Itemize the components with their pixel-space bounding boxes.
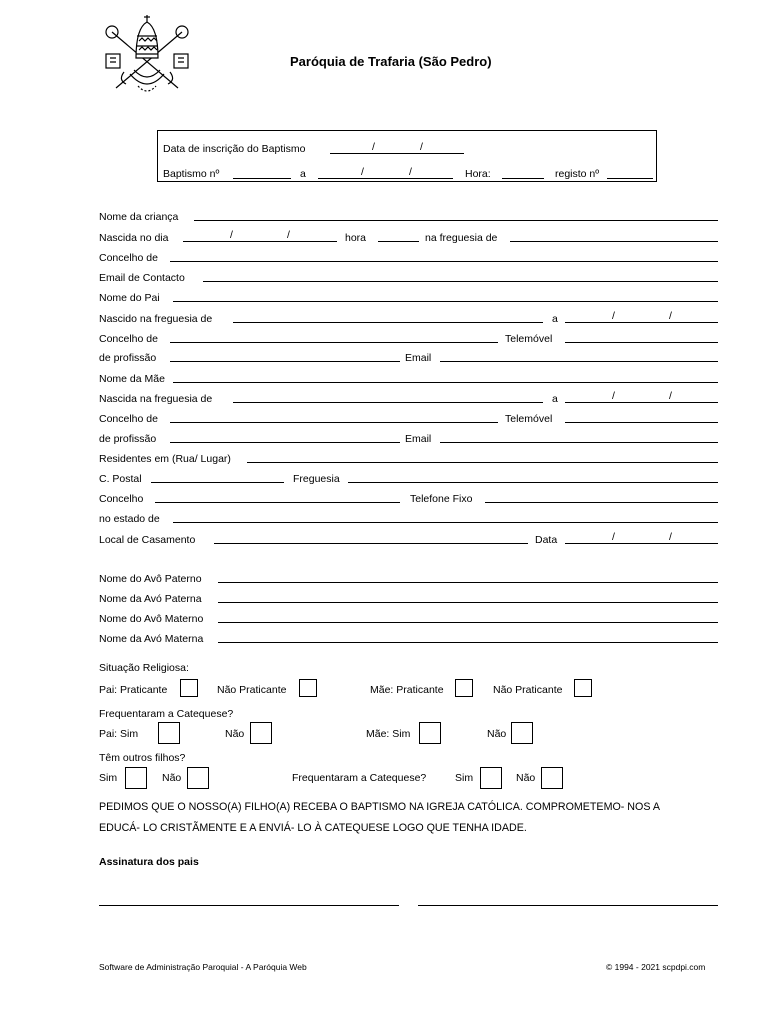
mae-catequese-nao-checkbox[interactable] bbox=[511, 722, 533, 744]
date-slash: / bbox=[669, 531, 672, 543]
data-casamento-field[interactable] bbox=[565, 543, 718, 544]
pai-telemovel-label: Telemóvel bbox=[505, 333, 553, 345]
situacao-religiosa-label: Situação Religiosa: bbox=[99, 662, 189, 674]
date-slash: / bbox=[612, 310, 615, 322]
pai-telemovel-field[interactable] bbox=[565, 342, 718, 343]
child-concelho-field[interactable] bbox=[170, 261, 718, 262]
outros-filhos-label: Têm outros filhos? bbox=[99, 752, 186, 764]
date-slash: / bbox=[361, 166, 364, 178]
nome-mae-label: Nome da Mãe bbox=[99, 373, 165, 385]
date-slash: / bbox=[612, 531, 615, 543]
outros-catequese-sim-checkbox[interactable] bbox=[480, 767, 502, 789]
email-contacto-field[interactable] bbox=[203, 281, 718, 282]
pai-catequese-sim-checkbox[interactable] bbox=[158, 722, 180, 744]
mae-concelho-label: Concelho de bbox=[99, 413, 158, 425]
mae-profissao-field[interactable] bbox=[170, 442, 400, 443]
c-postal-label: C. Postal bbox=[99, 473, 142, 485]
signature-line-2[interactable] bbox=[418, 905, 718, 906]
freguesia-res-label: Freguesia bbox=[293, 473, 340, 485]
mae-sim-label: Mãe: Sim bbox=[366, 728, 411, 740]
date-slash: / bbox=[612, 390, 615, 402]
declaration-line-2: EDUCÁ- LO CRISTÃMENTE E A ENVIÁ- LO À CATEQUESE LOGO QUE TENHA IDADE. bbox=[99, 822, 527, 834]
baptismo-date-field[interactable] bbox=[318, 178, 453, 179]
avo-paterna-field[interactable] bbox=[218, 602, 718, 603]
baptismo-label: Baptismo nº bbox=[163, 168, 220, 180]
signature-line-1[interactable] bbox=[99, 905, 399, 906]
local-casamento-label: Local de Casamento bbox=[99, 534, 196, 546]
avo-paterno-field[interactable] bbox=[218, 582, 718, 583]
date-slash: / bbox=[409, 166, 412, 178]
outros-catequese-nao-label: Não bbox=[516, 772, 536, 784]
c-postal-field[interactable] bbox=[151, 482, 284, 483]
footer-copyright: © 1994 - 2021 scpdpi.com bbox=[606, 962, 706, 972]
a-label: a bbox=[552, 313, 558, 325]
avo-materno-field[interactable] bbox=[218, 622, 718, 623]
estado-label: no estado de bbox=[99, 513, 160, 525]
mae-praticante-label: Mãe: Praticante bbox=[370, 684, 444, 696]
mae-profissao-label: de profissão bbox=[99, 433, 157, 445]
concelho-label: Concelho de bbox=[99, 252, 158, 264]
nome-crianca-field[interactable] bbox=[194, 220, 718, 221]
telefone-fixo-label: Telefone Fixo bbox=[410, 493, 473, 505]
avo-paterna-label: Nome da Avó Paterna bbox=[99, 593, 202, 605]
outros-filhos-nao-checkbox[interactable] bbox=[187, 767, 209, 789]
pai-praticante-checkbox[interactable] bbox=[180, 679, 198, 697]
pai-nao-praticante-checkbox[interactable] bbox=[299, 679, 317, 697]
hora-label: hora bbox=[345, 232, 367, 244]
date-slash: / bbox=[372, 141, 375, 153]
mae-email-field[interactable] bbox=[440, 442, 718, 443]
frequentaram-label: Frequentaram a Catequese? bbox=[99, 708, 234, 720]
outros-filhos-nao-label: Não bbox=[162, 772, 182, 784]
mae-nao-praticante-checkbox[interactable] bbox=[574, 679, 592, 697]
outros-filhos-sim-checkbox[interactable] bbox=[125, 767, 147, 789]
assinatura-label: Assinatura dos pais bbox=[99, 856, 199, 868]
pai-concelho-label: Concelho de bbox=[99, 333, 158, 345]
mae-telemovel-label: Telemóvel bbox=[505, 413, 553, 425]
nascida-dia-label: Nascida no dia bbox=[99, 232, 169, 244]
outros-catequese-sim-label: Sim bbox=[455, 772, 474, 784]
outros-filhos-sim-label: Sim bbox=[99, 772, 118, 784]
local-casamento-field[interactable] bbox=[214, 543, 528, 544]
page-title: Paróquia de Trafaria (São Pedro) bbox=[290, 54, 492, 69]
hora-label: Hora: bbox=[465, 168, 491, 180]
date-slash: / bbox=[287, 229, 290, 241]
freguesia-label: na freguesia de bbox=[425, 232, 498, 244]
date-slash: / bbox=[669, 310, 672, 322]
registo-field[interactable] bbox=[607, 178, 653, 179]
child-hora-field[interactable] bbox=[378, 241, 419, 242]
avo-materna-field[interactable] bbox=[218, 642, 718, 643]
mae-data-field[interactable] bbox=[565, 402, 718, 403]
freguesia-res-field[interactable] bbox=[348, 482, 718, 483]
declaration-line-1: PEDIMOS QUE O NOSSO(A) FILHO(A) RECEBA O BAPTISMO NA IGREJA CATÓLICA. COMPROMETEMO- NOS A bbox=[99, 801, 660, 813]
avo-materno-label: Nome do Avô Materno bbox=[99, 613, 204, 625]
concelho-res-field[interactable] bbox=[155, 502, 400, 503]
pai-catequese-nao-checkbox[interactable] bbox=[250, 722, 272, 744]
inscricao-label: Data de inscrição do Baptismo bbox=[163, 143, 306, 155]
footer-software: Software de Administração Paroquial - A Paróquia Web bbox=[99, 962, 307, 972]
residentes-field[interactable] bbox=[247, 462, 718, 463]
mae-email-label: Email bbox=[405, 433, 432, 445]
inscricao-date-field[interactable] bbox=[330, 153, 464, 154]
pai-email-label: Email bbox=[405, 352, 432, 364]
date-slash: / bbox=[420, 141, 423, 153]
mae-concelho-field[interactable] bbox=[170, 422, 498, 423]
baptismo-number-field[interactable] bbox=[233, 178, 291, 179]
date-slash: / bbox=[669, 390, 672, 402]
pai-profissao-field[interactable] bbox=[170, 361, 400, 362]
date-slash: / bbox=[230, 229, 233, 241]
mae-nascida-label: Nascida na freguesia de bbox=[99, 393, 213, 405]
nome-mae-field[interactable] bbox=[173, 382, 718, 383]
pai-freguesia-field[interactable] bbox=[233, 322, 543, 323]
mae-telemovel-field[interactable] bbox=[565, 422, 718, 423]
nome-pai-label: Nome do Pai bbox=[99, 292, 160, 304]
mae-praticante-checkbox[interactable] bbox=[455, 679, 473, 697]
child-freguesia-field[interactable] bbox=[510, 241, 718, 242]
telefone-fixo-field[interactable] bbox=[485, 502, 718, 503]
residentes-label: Residentes em (Rua/ Lugar) bbox=[99, 453, 231, 465]
pai-profissao-label: de profissão bbox=[99, 352, 157, 364]
pai-nao-label: Não bbox=[225, 728, 245, 740]
a-label: a bbox=[300, 168, 306, 180]
nome-pai-field[interactable] bbox=[173, 301, 718, 302]
pai-email-field[interactable] bbox=[440, 361, 718, 362]
estado-field[interactable] bbox=[173, 522, 718, 523]
pai-nascido-label: Nascido na freguesia de bbox=[99, 313, 213, 325]
pai-nao-praticante-label: Não Praticante bbox=[217, 684, 287, 696]
nome-crianca-label: Nome da criança bbox=[99, 211, 179, 223]
pai-concelho-field[interactable] bbox=[170, 342, 498, 343]
mae-catequese-sim-checkbox[interactable] bbox=[419, 722, 441, 744]
mae-nao-praticante-label: Não Praticante bbox=[493, 684, 563, 696]
mae-nao-label: Não bbox=[487, 728, 507, 740]
avo-materna-label: Nome da Avó Materna bbox=[99, 633, 204, 645]
pai-praticante-label: Pai: Praticante bbox=[99, 684, 168, 696]
papal-coat-of-arms-logo bbox=[104, 14, 190, 98]
avo-paterno-label: Nome do Avô Paterno bbox=[99, 573, 202, 585]
data-casamento-label: Data bbox=[535, 534, 558, 546]
email-contacto-label: Email de Contacto bbox=[99, 272, 185, 284]
hora-field[interactable] bbox=[502, 178, 544, 179]
mae-freguesia-field[interactable] bbox=[233, 402, 543, 403]
a-label: a bbox=[552, 393, 558, 405]
pai-data-field[interactable] bbox=[565, 322, 718, 323]
pai-sim-label: Pai: Sim bbox=[99, 728, 139, 740]
concelho-res-label: Concelho bbox=[99, 493, 144, 505]
outros-catequese-nao-checkbox[interactable] bbox=[541, 767, 563, 789]
registo-label: registo nº bbox=[555, 168, 600, 180]
nascida-dia-field[interactable] bbox=[183, 241, 337, 242]
outros-frequentaram-label: Frequentaram a Catequese? bbox=[292, 772, 427, 784]
